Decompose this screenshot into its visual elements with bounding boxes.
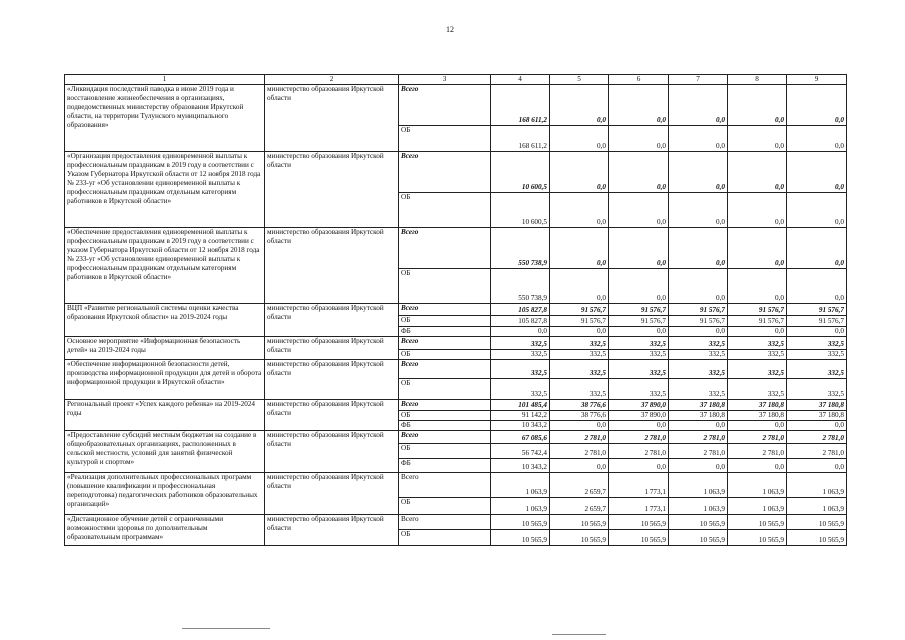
amount-cell: 0,0: [787, 459, 847, 473]
amount-cell: 37 890,0: [609, 400, 669, 411]
amount-cell: 10 565,9: [491, 530, 550, 546]
amount-cell: 37 180,8: [787, 411, 847, 421]
responsible-executor: министерство образования Иркутской области: [265, 473, 399, 515]
table-row: [65, 431, 847, 444]
amount-cell: 91 576,7: [728, 316, 787, 327]
responsible-executor: министерство образования Иркутской области: [265, 360, 399, 400]
amount-cell: 332,5: [609, 337, 669, 350]
responsible-executor: министерство образования Иркутской области: [265, 337, 399, 360]
page-number: 12: [446, 25, 454, 34]
responsible-executor: министерство образования Иркутской области: [265, 515, 399, 546]
amount-cell: 0,0: [787, 269, 847, 304]
table-row: [65, 360, 847, 379]
amount-cell: 332,5: [550, 337, 609, 350]
amount-cell: 0,0: [787, 152, 847, 193]
column-number: 8: [728, 75, 787, 85]
amount-cell: 0,0: [787, 327, 847, 337]
amount-cell: 0,0: [728, 85, 787, 126]
amount-cell: 1 063,9: [787, 498, 847, 515]
amount-cell: 332,5: [728, 360, 787, 379]
table-row: [65, 515, 847, 530]
amount-cell: 1 063,9: [787, 473, 847, 498]
column-number: 5: [550, 75, 609, 85]
amount-cell: 0,0: [550, 269, 609, 304]
amount-cell: 0,0: [787, 228, 847, 269]
amount-cell: 0,0: [728, 459, 787, 473]
amount-cell: 1 063,9: [728, 473, 787, 498]
amount-cell: 0,0: [728, 193, 787, 228]
scan-mark: [182, 628, 270, 629]
funding-source: Всего: [399, 473, 491, 498]
amount-cell: 0,0: [550, 459, 609, 473]
amount-cell: 2 781,0: [550, 444, 609, 459]
amount-cell: 0,0: [609, 269, 669, 304]
amount-cell: 10 565,9: [609, 515, 669, 530]
column-number: 2: [265, 75, 399, 85]
amount-cell: 10 565,9: [728, 515, 787, 530]
amount-cell: 56 742,4: [491, 444, 550, 459]
responsible-executor: министерство образования Иркутской области: [265, 228, 399, 304]
amount-cell: 0,0: [787, 126, 847, 152]
amount-cell: 37 180,8: [728, 400, 787, 411]
amount-cell: 332,5: [728, 379, 787, 400]
measure-name: «Дистанционное обучение детей с ограниченными возможностями здоровья по дополнительным образовательным программам»: [65, 515, 265, 546]
amount-cell: 105 827,8: [491, 304, 550, 316]
amount-cell: 0,0: [728, 228, 787, 269]
responsible-executor: министерство образования Иркутской области: [265, 304, 399, 337]
amount-cell: 1 063,9: [491, 498, 550, 515]
amount-cell: 10 565,9: [609, 530, 669, 546]
amount-cell: 2 781,0: [787, 431, 847, 444]
funding-source: ОБ: [399, 269, 491, 304]
amount-cell: 168 611,2: [491, 126, 550, 152]
amount-cell: 0,0: [609, 152, 669, 193]
amount-cell: 332,5: [609, 379, 669, 400]
table-row: [65, 473, 847, 498]
amount-cell: 550 738,9: [491, 228, 550, 269]
amount-cell: 91 576,7: [669, 304, 728, 316]
amount-cell: 0,0: [669, 269, 728, 304]
column-number-row: [65, 75, 847, 85]
amount-cell: 10 565,9: [550, 515, 609, 530]
amount-cell: 332,5: [609, 360, 669, 379]
amount-cell: 37 180,8: [669, 400, 728, 411]
amount-cell: 2 781,0: [728, 431, 787, 444]
amount-cell: 10 343,2: [491, 459, 550, 473]
responsible-executor: министерство образования Иркутской области: [265, 85, 399, 152]
amount-cell: 2 781,0: [669, 444, 728, 459]
amount-cell: 91 142,2: [491, 411, 550, 421]
measure-name: Основное мероприятие «Информационная безопасность детей» на 2019-2024 годы: [65, 337, 265, 360]
amount-cell: 0,0: [728, 269, 787, 304]
scan-mark: [552, 634, 606, 635]
funding-source: Всего: [399, 360, 491, 379]
amount-cell: 332,5: [728, 337, 787, 350]
amount-cell: 1 773,1: [609, 473, 669, 498]
amount-cell: 101 485,4: [491, 400, 550, 411]
amount-cell: 91 576,7: [728, 304, 787, 316]
amount-cell: 10 565,9: [728, 530, 787, 546]
amount-cell: 0,0: [728, 126, 787, 152]
amount-cell: 0,0: [609, 327, 669, 337]
amount-cell: 332,5: [669, 337, 728, 350]
amount-cell: 0,0: [550, 193, 609, 228]
amount-cell: 0,0: [787, 85, 847, 126]
funding-source: ФБ: [399, 327, 491, 337]
amount-cell: 0,0: [609, 85, 669, 126]
amount-cell: 0,0: [550, 421, 609, 431]
responsible-executor: министерство образования Иркутской области: [265, 400, 399, 431]
amount-cell: 10 565,9: [491, 515, 550, 530]
amount-cell: 1 063,9: [669, 498, 728, 515]
amount-cell: 10 565,9: [669, 530, 728, 546]
funding-source: Всего: [399, 152, 491, 193]
amount-cell: 0,0: [669, 85, 728, 126]
amount-cell: 0,0: [728, 152, 787, 193]
amount-cell: 0,0: [669, 152, 728, 193]
measure-name: ВЦП «Развитие региональной системы оценки качества образования Иркутской области» на 2019-2024 годы: [65, 304, 265, 337]
amount-cell: 0,0: [609, 126, 669, 152]
amount-cell: 332,5: [787, 379, 847, 400]
column-number: 6: [609, 75, 669, 85]
amount-cell: 332,5: [609, 350, 669, 360]
amount-cell: 0,0: [550, 327, 609, 337]
funding-source: ОБ: [399, 379, 491, 400]
amount-cell: 332,5: [669, 350, 728, 360]
table-row: [65, 337, 847, 350]
amount-cell: 10 343,2: [491, 421, 550, 431]
amount-cell: 332,5: [550, 350, 609, 360]
amount-cell: 10 565,9: [787, 515, 847, 530]
funding-source: ОБ: [399, 530, 491, 546]
funding-source: ОБ: [399, 444, 491, 459]
amount-cell: 168 611,2: [491, 85, 550, 126]
amount-cell: 0,0: [787, 421, 847, 431]
amount-cell: 0,0: [550, 228, 609, 269]
amount-cell: 10 565,9: [669, 515, 728, 530]
amount-cell: 0,0: [609, 421, 669, 431]
funding-source: ОБ: [399, 350, 491, 360]
column-number: 7: [669, 75, 728, 85]
measure-name: «Организация предоставления единовременной выплаты к профессиональным праздникам в 2019 году в соответствии с Указом Губернатора Иркутской области от 12 ноября 2018 года № 233-уг «Об установлении единовременной выплаты к профессиональным праздникам отдельным категориям работников в Иркутской области»: [65, 152, 265, 228]
amount-cell: 10 600,5: [491, 193, 550, 228]
amount-cell: 0,0: [669, 459, 728, 473]
amount-cell: 2 781,0: [669, 431, 728, 444]
amount-cell: 67 085,6: [491, 431, 550, 444]
funding-source: ОБ: [399, 316, 491, 327]
amount-cell: 0,0: [491, 327, 550, 337]
measure-name: «Обеспечение информационной безопасности детей, производства информационной продукции для детей и оборота информационной продукции в Иркутской области»: [65, 360, 265, 400]
amount-cell: 10 565,9: [550, 530, 609, 546]
amount-cell: 91 576,7: [550, 316, 609, 327]
amount-cell: 2 659,7: [550, 498, 609, 515]
amount-cell: 332,5: [550, 379, 609, 400]
funding-source: ОБ: [399, 411, 491, 421]
amount-cell: 332,5: [491, 360, 550, 379]
amount-cell: 0,0: [669, 327, 728, 337]
amount-cell: 1 063,9: [491, 473, 550, 498]
amount-cell: 2 781,0: [787, 444, 847, 459]
responsible-executor: министерство образования Иркутской области: [265, 152, 399, 228]
amount-cell: 37 890,0: [609, 411, 669, 421]
funding-source: Всего: [399, 337, 491, 350]
amount-cell: 0,0: [550, 85, 609, 126]
amount-cell: 0,0: [787, 193, 847, 228]
amount-cell: 91 576,7: [609, 316, 669, 327]
amount-cell: 332,5: [491, 379, 550, 400]
measure-name: «Ликвидация последствий паводка в июне 2019 года и восстановление жизнеобеспечения в организациях, подведомственных министерству образования Иркутской области, на территории Тулунского муниципального образования»: [65, 85, 265, 152]
amount-cell: 550 738,9: [491, 269, 550, 304]
column-number: 9: [787, 75, 847, 85]
amount-cell: 332,5: [787, 337, 847, 350]
amount-cell: 37 180,8: [787, 400, 847, 411]
table-row: [65, 304, 847, 316]
column-number: 4: [491, 75, 550, 85]
amount-cell: 2 781,0: [609, 431, 669, 444]
amount-cell: 1 063,9: [669, 473, 728, 498]
table-row: [65, 152, 847, 193]
amount-cell: 0,0: [609, 459, 669, 473]
amount-cell: 0,0: [609, 193, 669, 228]
amount-cell: 105 827,8: [491, 316, 550, 327]
funding-source: ОБ: [399, 193, 491, 228]
amount-cell: 332,5: [491, 337, 550, 350]
measure-name: Региональный проект «Успех каждого ребенка» на 2019-2024 годы: [65, 400, 265, 431]
funding-source: ФБ: [399, 421, 491, 431]
funding-source: ФБ: [399, 459, 491, 473]
amount-cell: 332,5: [669, 379, 728, 400]
amount-cell: 332,5: [491, 350, 550, 360]
column-number: 3: [399, 75, 491, 85]
amount-cell: 91 576,7: [550, 304, 609, 316]
amount-cell: 332,5: [787, 360, 847, 379]
amount-cell: 0,0: [669, 421, 728, 431]
table-row: [65, 400, 847, 411]
amount-cell: 91 576,7: [669, 316, 728, 327]
amount-cell: 38 776,6: [550, 411, 609, 421]
amount-cell: 0,0: [669, 228, 728, 269]
funding-source: Всего: [399, 400, 491, 411]
amount-cell: 332,5: [787, 350, 847, 360]
amount-cell: 332,5: [669, 360, 728, 379]
amount-cell: 0,0: [669, 126, 728, 152]
funding-source: Всего: [399, 515, 491, 530]
amount-cell: 91 576,7: [787, 316, 847, 327]
amount-cell: 37 180,8: [669, 411, 728, 421]
amount-cell: 10 565,9: [787, 530, 847, 546]
amount-cell: 0,0: [550, 152, 609, 193]
amount-cell: 91 576,7: [787, 304, 847, 316]
funding-source: ОБ: [399, 498, 491, 515]
budget-table: [64, 74, 847, 546]
amount-cell: 37 180,8: [728, 411, 787, 421]
amount-cell: 0,0: [609, 228, 669, 269]
funding-source: Всего: [399, 431, 491, 444]
column-number: 1: [65, 75, 265, 85]
amount-cell: 0,0: [728, 421, 787, 431]
amount-cell: 2 781,0: [728, 444, 787, 459]
table-row: [65, 85, 847, 126]
measure-name: «Обеспечение предоставления единовременной выплаты к профессиональным праздникам в 2019 году в соответствии с указом Губернатора Иркутской области от 12 ноября 2018 года № 233-уг «Об установлении единовременной выплаты к профессиональным праздникам отдельным категориям работников в Иркутской области»: [65, 228, 265, 304]
amount-cell: 332,5: [550, 360, 609, 379]
funding-source: Всего: [399, 228, 491, 269]
funding-source: ОБ: [399, 126, 491, 152]
amount-cell: 1 063,9: [728, 498, 787, 515]
amount-cell: 1 773,1: [609, 498, 669, 515]
amount-cell: 0,0: [669, 193, 728, 228]
amount-cell: 91 576,7: [609, 304, 669, 316]
funding-source: Всего: [399, 85, 491, 126]
amount-cell: 2 659,7: [550, 473, 609, 498]
measure-name: «Предоставление субсидий местным бюджетам на создание в общеобразовательных организациях, расположенных в сельской местности, условий для занятий физической культурой и спортом»: [65, 431, 265, 473]
table-row: [65, 228, 847, 269]
amount-cell: 10 600,5: [491, 152, 550, 193]
amount-cell: 2 781,0: [550, 431, 609, 444]
amount-cell: 2 781,0: [609, 444, 669, 459]
measure-name: «Реализация дополнительных профессиональных программ (повышение квалификации и профессиональная переподготовка) педагогических работников образовательных организаций»: [65, 473, 265, 515]
amount-cell: 0,0: [550, 126, 609, 152]
funding-source: Всего: [399, 304, 491, 316]
responsible-executor: министерство образования Иркутской области: [265, 431, 399, 473]
amount-cell: 0,0: [728, 327, 787, 337]
amount-cell: 332,5: [728, 350, 787, 360]
amount-cell: 38 776,6: [550, 400, 609, 411]
